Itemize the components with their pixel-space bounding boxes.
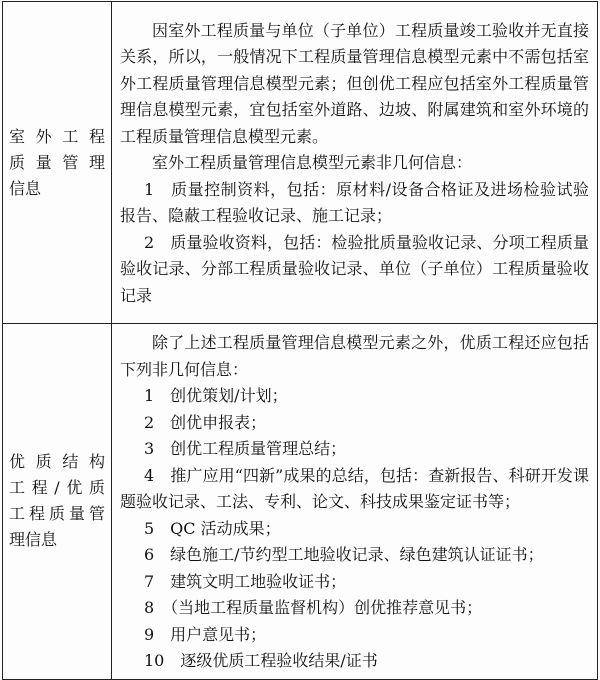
- table-row: [3, 2, 598, 324]
- content-paragraph: 因室外工程质量与单位（子单位）工程质量竣工验收并无直接关系，所以，一般情况下工程质量管理信息模型元素中不需包括室外工程质量管理信息模型元素；但创优工程应包括室外工程质量管理信息模型元素，宜包括室外道路、边坡、附属建筑和室外环境的工程质量管理信息模型元素。: [120, 20, 589, 146]
- list-item: 9 用户意见书；: [144, 624, 267, 644]
- list-item: 3 创优工程质量管理总结；: [144, 439, 347, 458]
- list-item: 10 逐级优质工程验收结果/证书: [144, 651, 378, 670]
- list-item: 5 QC 活动成果；: [144, 518, 281, 538]
- row-label-line: 理信息: [9, 530, 58, 550]
- specification-table: [2, 1, 598, 680]
- content-paragraph: 除了上述工程质量管理信息模型元素之外，优质工程还应包括下列非几何信息：: [120, 333, 589, 379]
- list-item: 4 推广应用“四新”成果的总结，包括：查新报告、科研开发课题验收记录、工法、专利、论文、科技成果鉴定证书等；: [120, 465, 589, 511]
- row-content-outdoor-quality: [112, 2, 598, 324]
- table-row: [3, 324, 598, 680]
- row-label-line: 工程质量管: [9, 504, 105, 524]
- row-label-line: 室外工程: [9, 126, 105, 146]
- content-paragraph: 室外工程质量管理信息模型元素非几何信息：: [152, 153, 473, 173]
- row-label-outdoor-quality: [3, 2, 112, 324]
- row-label-line: 信息: [9, 178, 42, 198]
- list-item: 1 创优策划/计划；: [144, 386, 288, 405]
- list-item: 7 建筑文明工地验收证书；: [144, 571, 347, 591]
- list-item: 8 （当地工程质量监督机构）创优推荐意见书；: [144, 598, 483, 617]
- row-label-line: 质量管理: [9, 152, 105, 172]
- list-item: 2 创优申报表；: [144, 412, 267, 432]
- row-label-quality-structure: [3, 324, 112, 680]
- row-label-line: 工程/优质: [9, 478, 105, 498]
- list-item: 2 质量验收资料，包括：检验批质量验收记录、分项工程质量验收记录、分部工程质量验收记录、单位（子单位）工程质量验收记录: [120, 232, 589, 305]
- row-label-line: 优质结构: [9, 452, 105, 472]
- list-item: 6 绿色施工/节约型工地验收记录、绿色建筑认证证书；: [144, 545, 544, 564]
- list-item: 1 质量控制资料，包括：原材料/设备合格证及进场检验试验报告、隐蔽工程验收记录、施工记录；: [120, 179, 589, 226]
- row-content-quality-structure: [112, 324, 598, 680]
